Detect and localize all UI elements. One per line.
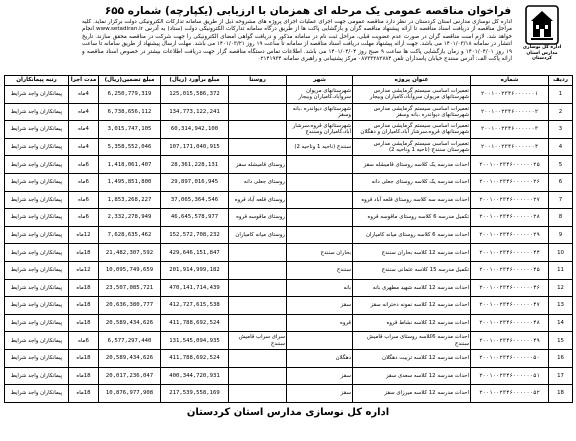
city-cell <box>287 173 353 191</box>
table-row <box>5 209 573 227</box>
city-cell: سنندج <box>287 261 353 279</box>
guarantee-amount: 20,589,434,626 <box>99 314 161 332</box>
tender-code: ۲۰۰۱۰۰۲۳۴۶۰۰۰۰۰۰۴۴ <box>471 244 549 262</box>
tender-code: ۲۰۰۱۰۰۲۳۴۶۰۰۰۰۰۰۲۵ <box>471 156 549 174</box>
project-title: تکمیل مدرسه 6 کلاسه روستای ماقوسه قروه <box>353 209 471 227</box>
city-cell: شهرستانهای قروه،سرشار آباد،کامیاران وسنندج <box>287 121 353 139</box>
organization-logo <box>516 5 568 69</box>
village-cell: روستای جعلی دانه <box>229 173 287 191</box>
estimate-amount: 429,646,151,847 <box>161 244 229 262</box>
tender-code: ۲۰۰۱۰۰۲۳۴۶۰۰۰۰۰۰۲۹ <box>471 226 549 244</box>
contractor-grade: پیمانکاران واجد شرایط <box>5 244 69 262</box>
tender-code: ۲۰۰۱۰۰۲۳۴۶۰۰۰۰۰۰۴ <box>471 138 549 156</box>
row-number: 4 <box>549 138 573 156</box>
row-number: 13 <box>549 297 573 315</box>
table-row <box>5 191 573 209</box>
row-number: 1 <box>549 86 573 104</box>
village-cell <box>229 103 287 121</box>
duration-cell: 18ماه <box>69 314 99 332</box>
duration-cell: 18ماه <box>69 385 99 403</box>
estimate-amount: 125,015,586,372 <box>161 86 229 104</box>
row-number: 6 <box>549 173 573 191</box>
contractor-grade: پیمانکاران واجد شرایط <box>5 314 69 332</box>
guarantee-amount: 20,017,236,047 <box>99 367 161 385</box>
guarantee-amount: 5,358,552,046 <box>99 138 161 156</box>
city-cell <box>287 191 353 209</box>
village-cell <box>229 367 287 385</box>
duration-cell: 18ماه <box>69 349 99 367</box>
guarantee-amount: 1,495,851,800 <box>99 173 161 191</box>
project-title: احداث مدرسه یک کلاسه روستای قامیشله سقز <box>353 156 471 174</box>
table-row <box>5 332 573 350</box>
row-number: 18 <box>549 385 573 403</box>
contractor-grade: پیمانکاران واجد شرایط <box>5 349 69 367</box>
contractor-grade: پیمانکاران واجد شرایط <box>5 156 69 174</box>
estimate-amount: 131,545,094,935 <box>161 332 229 350</box>
estimate-amount: 400,344,720,931 <box>161 367 229 385</box>
tender-table <box>4 75 573 403</box>
city-cell: سنندج (ناحیه 1 وناحیه 2) <box>287 138 353 156</box>
duration-cell: 4ماه <box>69 86 99 104</box>
tender-code: ۲۰۰۱۰۰۲۳۴۶۰۰۰۰۰۰۴۸ <box>471 314 549 332</box>
guarantee-amount: 23,507,085,721 <box>99 279 161 297</box>
contractor-grade: پیمانکاران واجد شرایط <box>5 121 69 139</box>
project-title: احداث مدرسه 12 کلاسه میرزای سقز <box>353 385 471 403</box>
city-cell <box>287 226 353 244</box>
tender-code: ۲۰۰۱۰۰۲۳۴۶۰۰۰۰۰۰۱ <box>471 86 549 104</box>
table-row <box>5 244 573 262</box>
header-city: شهر <box>287 76 353 86</box>
row-number: 17 <box>549 367 573 385</box>
estimate-amount: 201,914,999,182 <box>161 261 229 279</box>
table-row <box>5 226 573 244</box>
duration-cell: 18ماه <box>69 279 99 297</box>
header-estimate: مبلغ برآورد (ریال) <box>161 76 229 86</box>
estimate-amount: 60,314,942,100 <box>161 121 229 139</box>
project-title: احداث مدرسه 12 کلاسه شهید مطهری بانه <box>353 279 471 297</box>
tender-code: ۲۰۰۱۰۰۲۳۴۶۰۰۰۰۰۰۵۱ <box>471 367 549 385</box>
guarantee-amount: 7,628,635,462 <box>99 226 161 244</box>
contractor-grade: پیمانکاران واجد شرایط <box>5 138 69 156</box>
estimate-amount: 217,539,558,169 <box>161 385 229 403</box>
header-duration: مدت اجرا <box>69 76 99 86</box>
tender-code: ۲۰۰۱۰۰۲۳۴۶۰۰۰۰۰۰۲۷ <box>471 191 549 209</box>
logo-caption: اداره کل نوسازی مدارس استان کردستان <box>522 45 562 61</box>
project-title: تعمیرات اساسی سیستم گرمایشی مدارس شهرستان سنندج (ناحیه 1 وناحیه 2) <box>353 138 471 156</box>
tender-code: ۲۰۰۱۰۰۲۳۴۶۰۰۰۰۰۰۴۶ <box>471 279 549 297</box>
city-cell: سقز <box>287 367 353 385</box>
guarantee-amount: 6,577,297,440 <box>99 332 161 350</box>
duration-cell: 18ماه <box>69 297 99 315</box>
village-cell <box>229 279 287 297</box>
tender-code: ۲۰۰۱۰۰۲۳۴۶۰۰۰۰۰۰۴۵ <box>471 261 549 279</box>
project-title: احداث مدرسه 12 کلاسه تربیت دهگلان <box>353 349 471 367</box>
header-guarantee: مبلغ تضمین(ریال) <box>99 76 161 86</box>
guarantee-amount: 2,332,278,949 <box>99 209 161 227</box>
estimate-amount: 470,141,714,439 <box>161 279 229 297</box>
city-cell <box>287 209 353 227</box>
table-row <box>5 349 573 367</box>
guarantee-amount: 1,418,061,407 <box>99 156 161 174</box>
header-village: روستا <box>229 76 287 86</box>
row-number: 16 <box>549 349 573 367</box>
row-number: 3 <box>549 121 573 139</box>
table-row <box>5 279 573 297</box>
project-title: احداث مدرسه 12 کلاسه بحاران سنندج <box>353 244 471 262</box>
tender-code: ۲۰۰۱۰۰۲۳۴۶۰۰۰۰۰۰۳ <box>471 121 549 139</box>
guarantee-amount: 3,015,747,105 <box>99 121 161 139</box>
contractor-grade: پیمانکاران واجد شرایط <box>5 173 69 191</box>
city-cell <box>287 332 353 350</box>
guarantee-amount: 10,095,749,659 <box>99 261 161 279</box>
row-number: 5 <box>549 156 573 174</box>
contractor-grade: پیمانکاران واجد شرایط <box>5 103 69 121</box>
duration-cell: 12ماه <box>69 226 99 244</box>
village-cell <box>229 121 287 139</box>
estimate-amount: 411,788,692,524 <box>161 314 229 332</box>
city-cell <box>287 156 353 174</box>
estimate-amount: 46,645,578,977 <box>161 209 229 227</box>
estimate-amount: 152,572,708,232 <box>161 226 229 244</box>
notice-title: فراخوان مناقصه عمومی یک مرحله ای همزمان با ارزیابی (یکپارچه) شماره ۶۵۵ <box>104 5 512 17</box>
footer-organization-name: اداره کل نوسازی مدارس استان کردستان <box>186 406 390 418</box>
row-number: 9 <box>549 226 573 244</box>
village-cell: روستای قلعه آباد قروه <box>229 191 287 209</box>
row-number: 2 <box>549 103 573 121</box>
row-number: 12 <box>549 279 573 297</box>
duration-cell: 12ماه <box>69 261 99 279</box>
row-number: 14 <box>549 314 573 332</box>
header-code: شماره <box>471 76 549 86</box>
contractor-grade: پیمانکاران واجد شرایط <box>5 297 69 315</box>
table-header-row <box>5 76 573 86</box>
village-cell: سرای سراب قامیش سنندج <box>229 332 287 350</box>
duration-cell: 6ماه <box>69 156 99 174</box>
table-row <box>5 103 573 121</box>
estimate-amount: 29,897,016,945 <box>161 173 229 191</box>
guarantee-amount: 20,636,380,777 <box>99 297 161 315</box>
duration-cell: 4ماه <box>69 121 99 139</box>
guarantee-amount: 6,250,779,319 <box>99 86 161 104</box>
city-cell: قروه <box>287 314 353 332</box>
village-cell <box>229 314 287 332</box>
village-cell: روستای میانه کامیاران <box>229 226 287 244</box>
duration-cell: 6ماه <box>69 209 99 227</box>
duration-cell: 6ماه <box>69 173 99 191</box>
guarantee-amount: 10,876,977,908 <box>99 385 161 403</box>
project-title: احداث مدرسه سه کلاسه روستای قلعه آباد قروه <box>353 191 471 209</box>
contractor-grade: پیمانکاران واجد شرایط <box>5 191 69 209</box>
contractor-grade: پیمانکاران واجد شرایط <box>5 261 69 279</box>
header-contractor-grade: رتبه پیمانکاران <box>5 76 69 86</box>
row-number: 8 <box>549 209 573 227</box>
village-cell <box>229 349 287 367</box>
contractor-grade: پیمانکاران واجد شرایط <box>5 86 69 104</box>
notice-header <box>4 3 572 75</box>
row-number: 11 <box>549 261 573 279</box>
project-title: احداث مدرسه 12 کلاسه نشاط قروه <box>353 314 471 332</box>
contractor-grade: پیمانکاران واجد شرایط <box>5 226 69 244</box>
table-row <box>5 156 573 174</box>
table-row <box>5 385 573 403</box>
village-cell: روستای ماقوسه قروه <box>229 209 287 227</box>
village-cell <box>229 297 287 315</box>
estimate-amount: 28,361,228,131 <box>161 156 229 174</box>
row-number: 10 <box>549 244 573 262</box>
village-cell: روستای قامیشله سقز <box>229 156 287 174</box>
duration-cell: 4ماه <box>69 103 99 121</box>
table-row <box>5 121 573 139</box>
header-row-number: ردیف <box>549 76 573 86</box>
table-row <box>5 86 573 104</box>
guarantee-amount: 1,853,268,227 <box>99 191 161 209</box>
tender-code: ۲۰۰۱۰۰۲۳۴۶۰۰۰۰۰۰۵۲ <box>471 385 549 403</box>
table-row <box>5 138 573 156</box>
city-cell: سقز <box>287 385 353 403</box>
project-title: احداث مدرسه 12 کلاسه سعدی سقز <box>353 367 471 385</box>
contractor-grade: پیمانکاران واجد شرایط <box>5 367 69 385</box>
guarantee-amount: 21,482,307,592 <box>99 244 161 262</box>
project-title: تعمیرات اساسی سیستم گرمایشی مدارس شهرستانهای دیواندره ،بانه وسقز <box>353 103 471 121</box>
tender-code: ۲۰۰۱۰۰۲۳۴۶۰۰۰۰۰۰۴۹ <box>471 332 549 350</box>
duration-cell: 18ماه <box>69 367 99 385</box>
tender-code: ۲۰۰۱۰۰۲۳۴۶۰۰۰۰۰۰۵۰ <box>471 349 549 367</box>
city-cell: سقز <box>287 297 353 315</box>
table-row <box>5 297 573 315</box>
estimate-amount: 411,788,692,524 <box>161 349 229 367</box>
row-number: 15 <box>549 332 573 350</box>
table-row <box>5 314 573 332</box>
project-title: تعمیرات اساسی سیستم گرمایشی مدارس شهرستانهای مریوان سروآباد،کامیاران وبیجار <box>353 86 471 104</box>
duration-cell: 6ماه <box>69 332 99 350</box>
header-project-title: عنوان پروژه <box>353 76 471 86</box>
project-title: احداث مدرسه 6کلاسه روستای سراب قامیش سنندج <box>353 332 471 350</box>
village-cell <box>229 244 287 262</box>
tender-code: ۲۰۰۱۰۰۲۳۴۶۰۰۰۰۰۰۲۶ <box>471 173 549 191</box>
city-cell: بانه <box>287 279 353 297</box>
contractor-grade: پیمانکاران واجد شرایط <box>5 332 69 350</box>
duration-cell: 6ماه <box>69 191 99 209</box>
project-title: احداث مدرسه 12 کلاسه نمونه دخترانه سقز <box>353 297 471 315</box>
table-row <box>5 173 573 191</box>
contractor-grade: پیمانکاران واجد شرایط <box>5 279 69 297</box>
village-cell <box>229 138 287 156</box>
notice-intro-text: اداره کل نوسازی مدارس استان کردستان در نظر دارد مناقصه عمومی جهت اجرای عملیات اجرای پروژه های مشروحه ذیل از طریق سامانه تدارکات الکترونیکی دولت برگزار نماید. کلیه مراحل مناقصه از دریافت اسناد مناقصه تا ارائه پیشنهاد مناقصه گران و بازگشایی پاکت ها از طریق درگاه سامانه تدارکات الکترونیکی دولت (ستاد) به آدرس www.setadiran.ir انجام خواهد شد. لازم است مناقصه گران در صورت عدم عضویت قبلی، مراحل ثبت نام در سامانه مذکور و دریافت گواهی امضای الکترونیکی را جهت شرکت در مناقصه محقق سازند. تاریخ انتشار در سامانه ۱۴۰۱/۰۳/۱۸ می باشد. جهت ارائه پیشنهاد مهلت دریافت اسناد مناقصه از سامانه تا ساعت ۱۹ روز ۱۴۰۱/۰۳/۲۱ می باشد. مهلت ارسال پیشنهاد از طریق سامانه تا ساعت ۱۹ روز ۱۴۰۱/۰۴/۰۱ و زمان بازگشایی پاکت ها ساعت ۹ صبح روز ۱۴۰۱/۰۴/۰۴ می باشد. اطلاعات تماس دستگاه مناقصه گزار جهت دریافت اطلاعات بیشتر در خصوص اسناد مناقصه و ارائه پاکت الف: آدرس سنندج خیابان پاسداران تلفن ۰۸۷۳۳۲۸۲۷۸۴ مرکز پشتیبانی و راهبری سامانه ۰۲۱۴۱۹۳۴ <box>82 19 512 63</box>
table-row <box>5 261 573 279</box>
village-cell <box>229 385 287 403</box>
tender-code: ۲۰۰۱۰۰۲۳۴۶۰۰۰۰۰۰۲۸ <box>471 209 549 227</box>
village-cell <box>229 86 287 104</box>
table-row <box>5 367 573 385</box>
duration-cell: 4ماه <box>69 138 99 156</box>
duration-cell: 18ماه <box>69 244 99 262</box>
estimate-amount: 37,065,364,546 <box>161 191 229 209</box>
school-renovation-emblem-icon <box>525 5 559 45</box>
project-title: احداث مدرسه 6 کلاسه روستای میانه کامیاران <box>353 226 471 244</box>
contractor-grade: پیمانکاران واجد شرایط <box>5 209 69 227</box>
contractor-grade: پیمانکاران واجد شرایط <box>5 385 69 403</box>
tender-code: ۲۰۰۱۰۰۲۳۴۶۰۰۰۰۰۰۲ <box>471 103 549 121</box>
city-cell: بحاران سنندج <box>287 244 353 262</box>
guarantee-amount: 6,738,656,112 <box>99 103 161 121</box>
tender-code: ۲۰۰۱۰۰۲۳۴۶۰۰۰۰۰۰۴۷ <box>471 297 549 315</box>
estimate-amount: 134,773,122,241 <box>161 103 229 121</box>
guarantee-amount: 20,589,434,626 <box>99 349 161 367</box>
city-cell: شهرستانهای مریوان سروآباد،کامیاران وبیجار <box>287 86 353 104</box>
city-cell: شهرستانهای دیواندره ،بانه وسقز <box>287 103 353 121</box>
estimate-amount: 107,171,040,915 <box>161 138 229 156</box>
estimate-amount: 412,727,615,538 <box>161 297 229 315</box>
village-cell <box>229 261 287 279</box>
project-title: تعمیرات اساسی سیستم گرمایشی مدارس شهرستانهای قروه،سرشار آباد،کامیاران و دهگلان <box>353 121 471 139</box>
row-number: 7 <box>549 191 573 209</box>
city-cell: دهگلان <box>287 349 353 367</box>
project-title: احداث مدرسه یک کلاسه روستای جعلی دانه <box>353 173 471 191</box>
project-title: تکمیل مدرسه 15 کلاسه عثمانی سنندج <box>353 261 471 279</box>
